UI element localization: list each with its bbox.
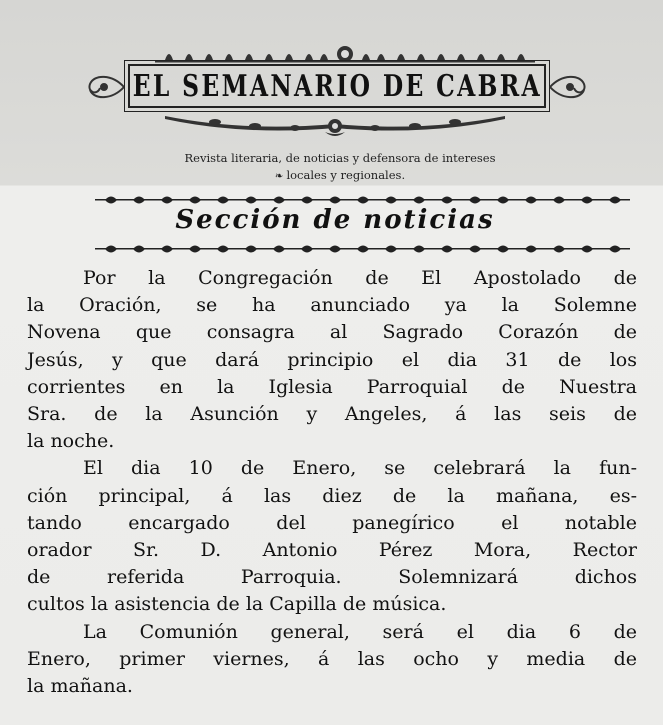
- scroll-ornament-icon: [548, 70, 592, 104]
- text-line: la Oración, se ha anunciado ya la Solemne: [27, 294, 637, 317]
- article-paragraph: [27, 265, 637, 455]
- article-paragraph: [27, 455, 637, 618]
- text-line: orador Sr. D. Antonio Pérez Mora, Rector: [27, 539, 637, 562]
- text-line: La Comunión general, será el dia 6 de: [83, 620, 637, 643]
- subtitle-line-2-wrap: [160, 167, 520, 185]
- text-line: tando encargado del panegírico el notable: [27, 511, 637, 534]
- text-line: Jesús, y que dará principio el dia 31 de los: [27, 348, 637, 371]
- text-line: la noche.: [27, 430, 115, 453]
- floral-garland-icon: [155, 110, 515, 140]
- subtitle-line-1: Revista literaria, de noticias y defensora de intereses: [184, 151, 496, 165]
- text-line: ción principal, á las diez de la mañana, es-: [27, 484, 637, 507]
- small-fleuron-icon: ❧: [274, 171, 287, 182]
- newspaper-subtitle: [160, 150, 520, 185]
- text-line: cultos la asistencia de la Capilla de música.: [27, 593, 447, 616]
- article-paragraph: [27, 619, 637, 701]
- section-title: Sección de noticias: [175, 205, 495, 235]
- text-line: la mañana.: [27, 675, 133, 698]
- newspaper-title: EL SEMANARIO DE CABRA: [132, 68, 542, 104]
- text-line: Novena que consagra al Sagrado Corazón de: [27, 321, 637, 344]
- news-article: [27, 265, 637, 700]
- masthead: [0, 0, 663, 186]
- text-line: Sra. de la Asunción y Angeles, á las seis de: [27, 403, 637, 426]
- subtitle-line-2: locales y regionales.: [286, 168, 406, 182]
- scroll-ornament-icon: [82, 70, 126, 104]
- text-line: de referida Parroquia. Solemnizará dichos: [27, 566, 637, 589]
- text-line: corrientes en la Iglesia Parroquial de Nuestra: [27, 375, 637, 398]
- text-line: Por la Congregación de El Apostolado de: [83, 267, 637, 289]
- title-frame: [128, 64, 546, 108]
- fleuron-row-icon: [155, 44, 535, 64]
- ornamental-border-icon: [95, 242, 630, 256]
- text-line: El dia 10 de Enero, se celebrará la fun-: [83, 457, 637, 480]
- text-line: Enero, primer viernes, á las ocho y media de: [27, 647, 637, 670]
